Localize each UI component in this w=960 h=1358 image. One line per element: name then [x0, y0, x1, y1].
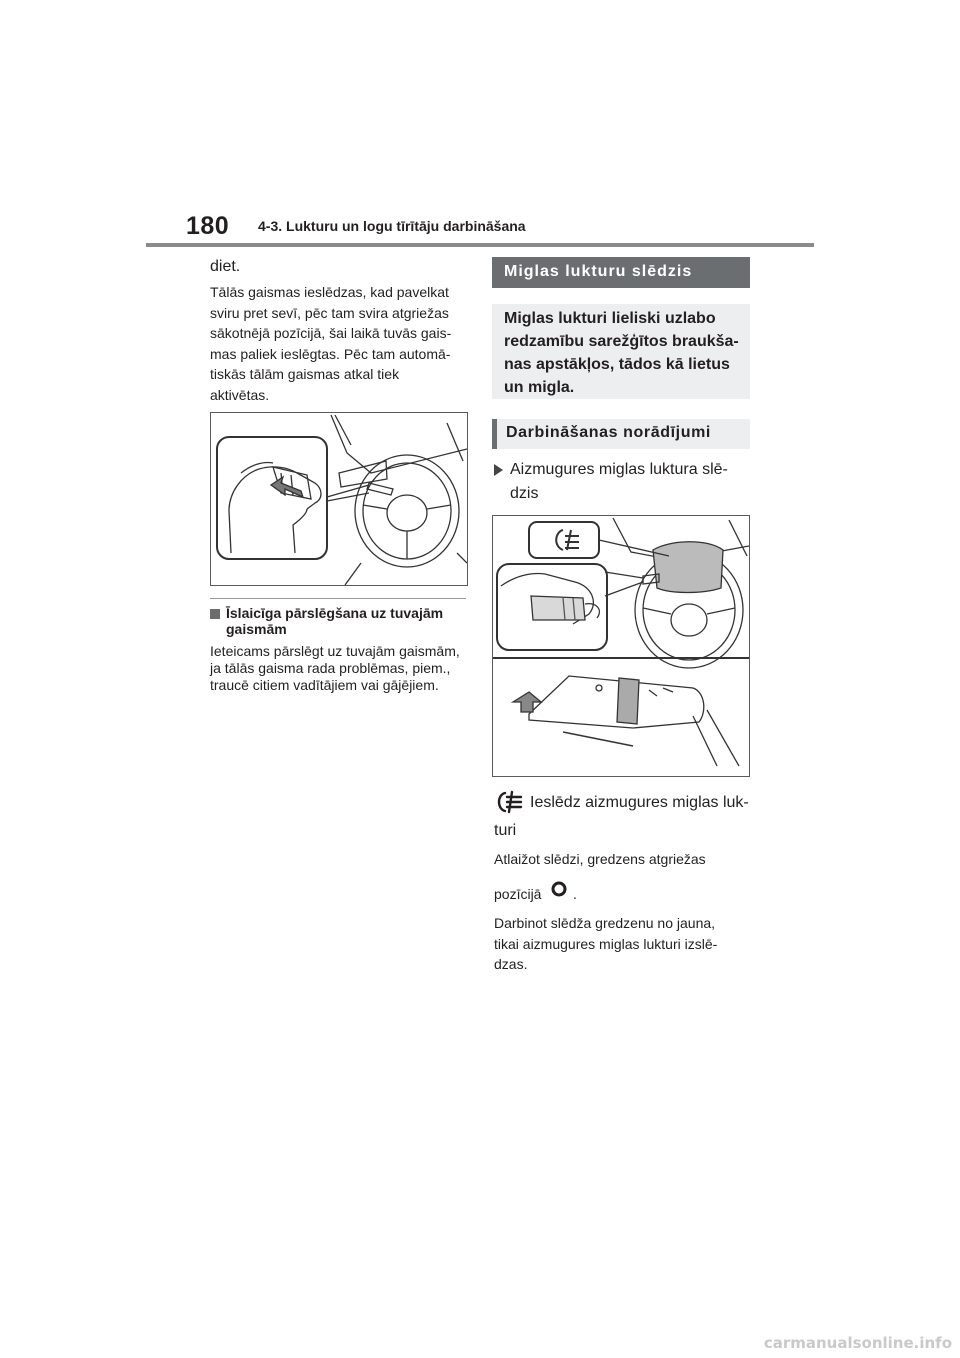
subsection-heading-line: gaismām	[226, 621, 287, 637]
instructions-title	[492, 419, 750, 449]
subsection-paragraph-line: ja tālās gaisma rada problēmas, piem.,	[210, 660, 451, 676]
intro-line: nas apstākļos, tādos kā lietus	[504, 356, 730, 373]
page-number: 180	[186, 212, 230, 240]
fog-light-section-title	[492, 257, 750, 288]
ring-note-line: tikai aizmugures miglas lukturi izslē-	[494, 935, 718, 952]
triangle-bullet-icon	[494, 464, 503, 476]
section-header-title: 4-3. Lukturu un logu tīrītāju darbināšana	[258, 218, 526, 234]
subsection-heading	[226, 605, 466, 637]
left-paragraph-line: aktivētas.	[210, 386, 270, 403]
intro-line: redzamību sarežģītos braukša-	[504, 333, 739, 350]
ring-operation-note	[494, 913, 756, 975]
subsection-paragraph	[210, 643, 472, 694]
off-position-icon	[550, 880, 568, 898]
subsection-divider	[210, 598, 466, 599]
square-bullet-icon	[210, 609, 220, 619]
lead-fragment: diet.	[210, 258, 241, 275]
bullet-line: Aizmugures miglas luktura slē-	[510, 461, 728, 478]
intro-line: un migla.	[504, 379, 575, 396]
ring-note-line: Darbinot slēdža gredzenu no jauna,	[494, 915, 716, 931]
fog-light-intro-box	[492, 304, 750, 399]
intro-line: Miglas lukturi lieliski uzlabo	[504, 310, 716, 327]
fog-light-switch-illustration	[492, 515, 750, 777]
fog-light-switch-drawing	[493, 516, 749, 776]
subsection-paragraph-line: Ieteicams pārslēgt uz tuvajām gaismām,	[210, 643, 460, 659]
instructions-title-text: Darbināšanas norādījumi	[506, 424, 711, 441]
rear-fog-switch-heading	[510, 458, 750, 506]
position-note-prefix: pozīcijā	[494, 886, 542, 902]
fog-light-section-title-text: Miglas lukturu slēdzis	[504, 263, 693, 280]
left-paragraph-line: Tālās gaismas ieslēdzas, kad pavelkat	[210, 284, 449, 300]
headlight-lever-drawing	[211, 413, 467, 585]
ring-note-line: dzas.	[494, 956, 528, 972]
headlight-lever-illustration	[210, 412, 468, 586]
left-paragraph	[210, 282, 470, 405]
subsection-heading-line: Īslaicīga pārslēgšana uz tuvajām	[226, 605, 444, 621]
left-paragraph-line: tiskās tālām gaismas atkal tiek	[210, 366, 400, 382]
subsection-paragraph-line: traucē citiem vadītājiem vai gājējiem.	[210, 677, 439, 693]
watermark-link[interactable]: carmanualsonline.info	[763, 1334, 952, 1352]
left-paragraph-line: sviru pret sevī, pēc tam svira atgriežas	[210, 304, 449, 321]
rear-fog-item-line-1: Ieslēdz aizmugures miglas luk-	[530, 794, 749, 811]
release-note: Atlaižot slēdzi, gredzens atgriežas	[494, 851, 706, 867]
bullet-line: dzis	[510, 485, 539, 502]
position-note-suffix: .	[573, 886, 577, 902]
rear-fog-light-icon	[494, 789, 526, 817]
header-rule	[146, 243, 814, 247]
fog-light-intro-text	[504, 307, 739, 399]
left-paragraph-line: sākotnējā pozīcijā, šai laikā tuvās gais-	[210, 325, 452, 341]
rear-fog-item-line-2: turi	[494, 822, 517, 839]
left-paragraph-line: mas paliek ieslēgtas. Pēc tam automā-	[210, 345, 451, 362]
